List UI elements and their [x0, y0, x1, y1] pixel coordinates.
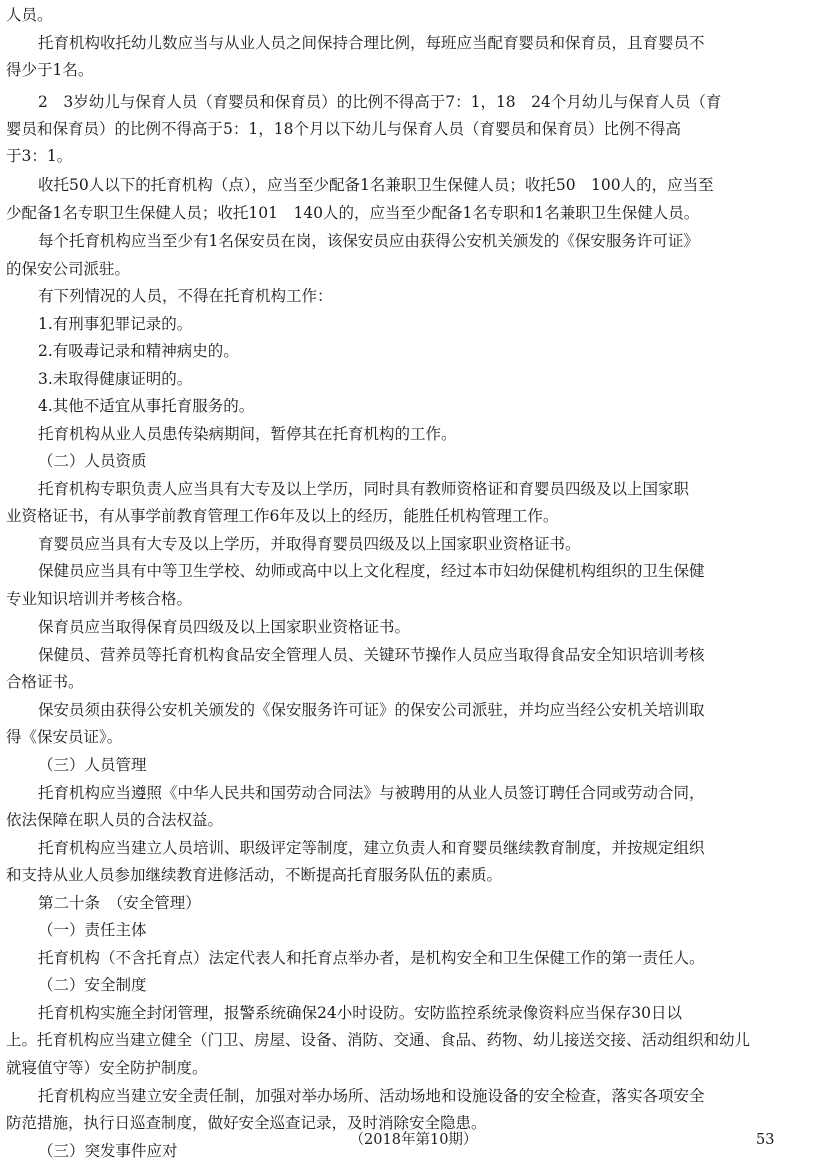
text-line: 托育机构应当遵照《中华人民共和国劳动合同法》与被聘用的从业人员签订聘任合同或劳动合同， [38, 784, 705, 802]
section-heading: （三）突发事件应对 [38, 1142, 178, 1160]
text-line: 和支持从业人员参加继续教育进修活动，不断提高托育服务队伍的素质。 [6, 866, 503, 884]
page-number: 53 [756, 1132, 775, 1148]
text-line: 于3：1。 [6, 147, 73, 165]
text-line: 托育机构（不含托育点）法定代表人和托育点举办者，是机构安全和卫生保健工作的第一责任人。 [38, 949, 705, 967]
section-heading: （三）人员管理 [38, 756, 147, 774]
text-line: 每个托育机构应当至少有1名保安员在岗，该保安员应由获得公安机关颁发的《保安服务许可证》 [38, 232, 699, 250]
text-line: 业资格证书，有从事学前教育管理工作6年及以上的经历，能胜任机构管理工作。 [6, 507, 559, 525]
text-line: 育婴员应当具有大专及以上学历，并取得育婴员四级及以上国家职业资格证书。 [38, 535, 581, 553]
text-line: 保安员须由获得公安机关颁发的《保安服务许可证》的保安公司派驻，并均应当经公安机关培训取 [38, 701, 705, 719]
text-line: 保健员应当具有中等卫生学校、幼师或高中以上文化程度，经过本市妇幼保健机构组织的卫生保健 [38, 562, 705, 580]
text-line: 合格证书。 [6, 673, 84, 691]
text-line: 少配备1名专职卫生保健人员；收托101 140人的，应当至少配备1名专职和1名兼职卫生保健人员。 [6, 204, 700, 222]
text-line: 托育机构从业人员患传染病期间，暂停其在托育机构的工作。 [38, 425, 457, 443]
text-line: 就寝值守等）安全防护制度。 [6, 1059, 208, 1077]
text-line: 上。托育机构应当建立健全（门卫、房屋、设备、消防、交通、食品、药物、幼儿接送交接、活动组织和幼儿 [6, 1031, 751, 1049]
issue-label: （2018年第10期） [349, 1132, 478, 1148]
text-line: 托育机构专职负责人应当具有大专及以上学历，同时具有教师资格证和育婴员四级及以上国家职 [38, 480, 690, 498]
text-line: 人员。 [6, 6, 53, 24]
text-line: 保健员、营养员等托育机构食品安全管理人员、关键环节操作人员应当取得食品安全知识培训考核 [38, 646, 705, 664]
section-heading: （一）责任主体 [38, 921, 147, 939]
text-line: 有下列情况的人员，不得在托育机构工作： [38, 287, 333, 305]
text-line: 2 3岁幼儿与保育人员（育婴员和保育员）的比例不得高于7：1，18 24个月幼儿与保育人员（育 [38, 93, 722, 111]
section-heading: （二）人员资质 [38, 452, 147, 470]
text-line: 托育机构实施全封闭管理，报警系统确保24小时设防。安防监控系统录像资料应当保存30日以 [38, 1004, 682, 1022]
text-line: 得《保安员证》。 [6, 728, 123, 746]
list-item: 3.未取得健康证明的。 [38, 370, 193, 388]
text-line: 得少于1名。 [6, 61, 94, 79]
list-item: 1.有刑事犯罪记录的。 [38, 315, 193, 333]
section-heading: （二）安全制度 [38, 976, 147, 994]
text-line: 防范措施，执行日巡查制度，做好安全巡查记录，及时消除安全隐患。 [6, 1114, 487, 1132]
text-line: 托育机构应当建立人员培训、职级评定等制度，建立负责人和育婴员继续教育制度，并按规定组织 [38, 839, 705, 857]
text-line: 保育员应当取得保育员四级及以上国家职业资格证书。 [38, 618, 411, 636]
text-line: 的保安公司派驻。 [6, 260, 131, 278]
text-line: 收托50人以下的托育机构（点），应当至少配备1名兼职卫生保健人员；收托50 100人的，应当至 [38, 176, 714, 194]
text-line: 专业知识培训并考核合格。 [6, 590, 193, 608]
text-line: 托育机构收托幼儿数应当与从业人员之间保持合理比例，每班应当配育婴员和保育员，且育婴员不 [38, 34, 705, 52]
list-item: 4.其他不适宜从事托育服务的。 [38, 397, 255, 415]
list-item: 2.有吸毒记录和精神病史的。 [38, 342, 239, 360]
text-line: 依法保障在职人员的合法权益。 [6, 811, 224, 829]
article-heading: 第二十条 （安全管理） [38, 894, 201, 912]
text-line: 托育机构应当建立安全责任制，加强对举办场所、活动场地和设施设备的安全检查，落实各项安全 [38, 1087, 705, 1105]
text-line: 婴员和保育员）的比例不得高于5：1，18个月以下幼儿与保育人员（育婴员和保育员）比例不得高 [6, 120, 681, 138]
